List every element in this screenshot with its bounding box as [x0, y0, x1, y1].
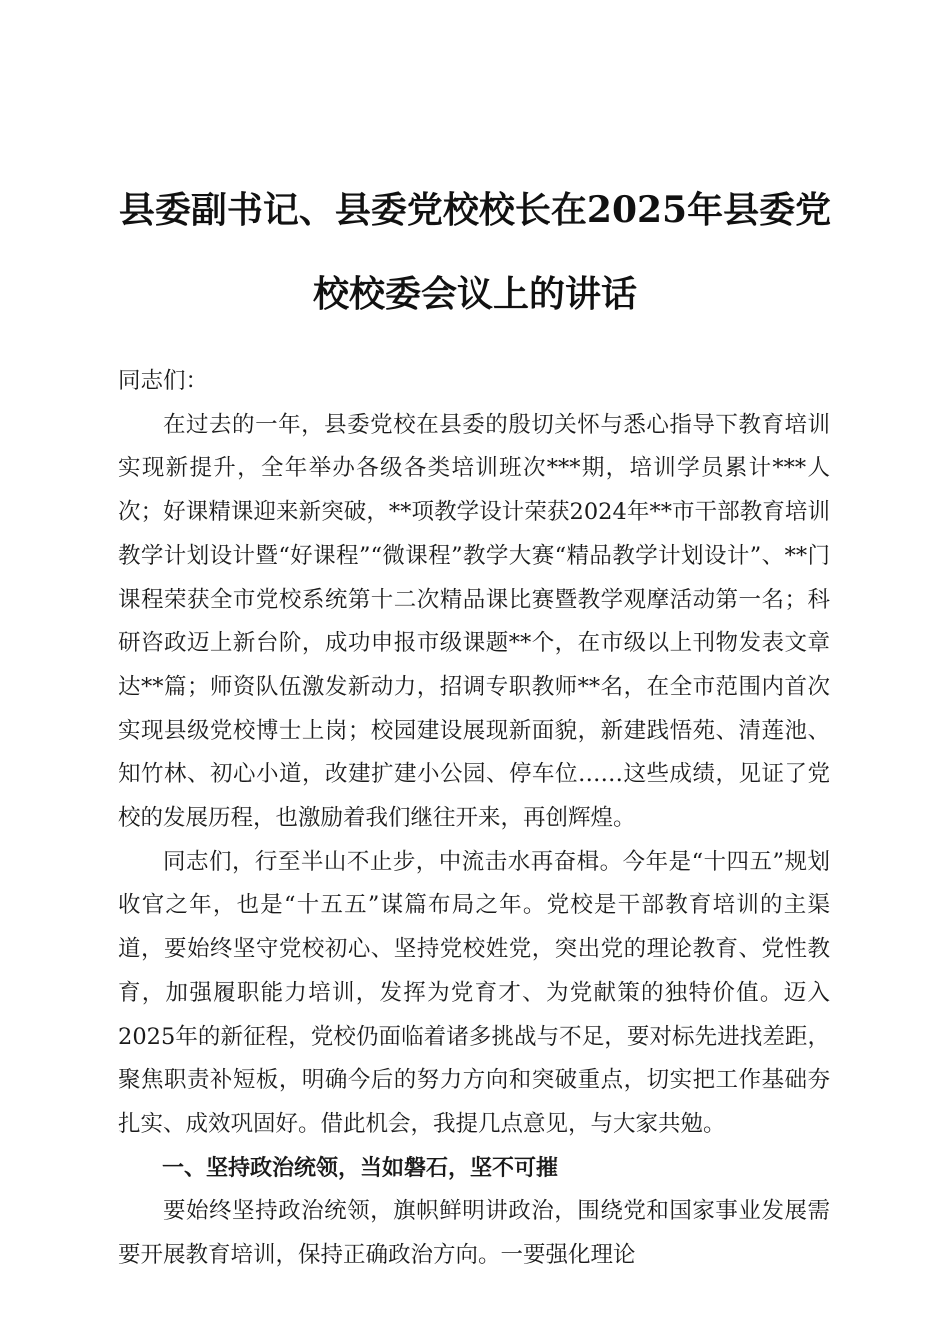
paragraph-achievements: 在过去的一年，县委党校在县委的殷切关怀与悉心指导下教育培训实现新提升，全年举办各级各类培训班次***期，培训学员累计***人次；好课精课迎来新突破，**项教学设计荣获2024年**市干部教育培训教学计划设计暨“好课程”“微课程”教学大赛“精品教学计划设计”、**门课程荣获全市党校系统第十二次精品课比赛暨教学观摩活动第一名；科研咨政迈上新台阶，成功申报市级课题**个，在市级以上刊物发表文章达**篇；师资队伍激发新动力，招调专职教师**名，在全市范围内首次实现县级党校博士上岗；校园建设展现新面貌，新建践悟苑、清莲池、知竹林、初心小道，改建扩建小公园、停车位……这些成绩，见证了党校的发展历程，也激励着我们继往开来，再创辉煌。 [118, 411, 830, 832]
title-line-2: 校校委会议上的讲话 [312, 273, 637, 315]
title-line-1: 县委副书记、县委党校校长在2025年县委党 [118, 189, 832, 231]
document-body [118, 360, 830, 1278]
paragraph-political-leadership: 要始终坚持政治统领，旗帜鲜明讲政治，围绕党和国家事业发展需要开展教育培训，保持正确政治方向。一要强化理论 [118, 1198, 830, 1269]
section-heading-1: 一、坚持政治统领，当如磐石，坚不可摧 [162, 1155, 559, 1181]
paragraph-outlook: 同志们，行至半山不止步，中流击水再奋楫。今年是“十四五”规划收官之年，也是“十五五”谋篇布局之年。党校是干部教育培训的主渠道，要始终坚守党校初心、坚持党校姓党，突出党的理论教育、党性教育，加强履职能力培训，发挥为党育才、为党献策的独特价值。迈入2025年的新征程，党校仍面临着诸多挑战与不足，要对标先进找差距，聚焦职责补短板，明确今后的努力方向和突破重点，切实把工作基础夯扎实、成效巩固好。借此机会，我提几点意见，与大家共勉。 [118, 848, 830, 1137]
salutation: 同志们： [118, 368, 209, 394]
document-title [100, 168, 850, 336]
